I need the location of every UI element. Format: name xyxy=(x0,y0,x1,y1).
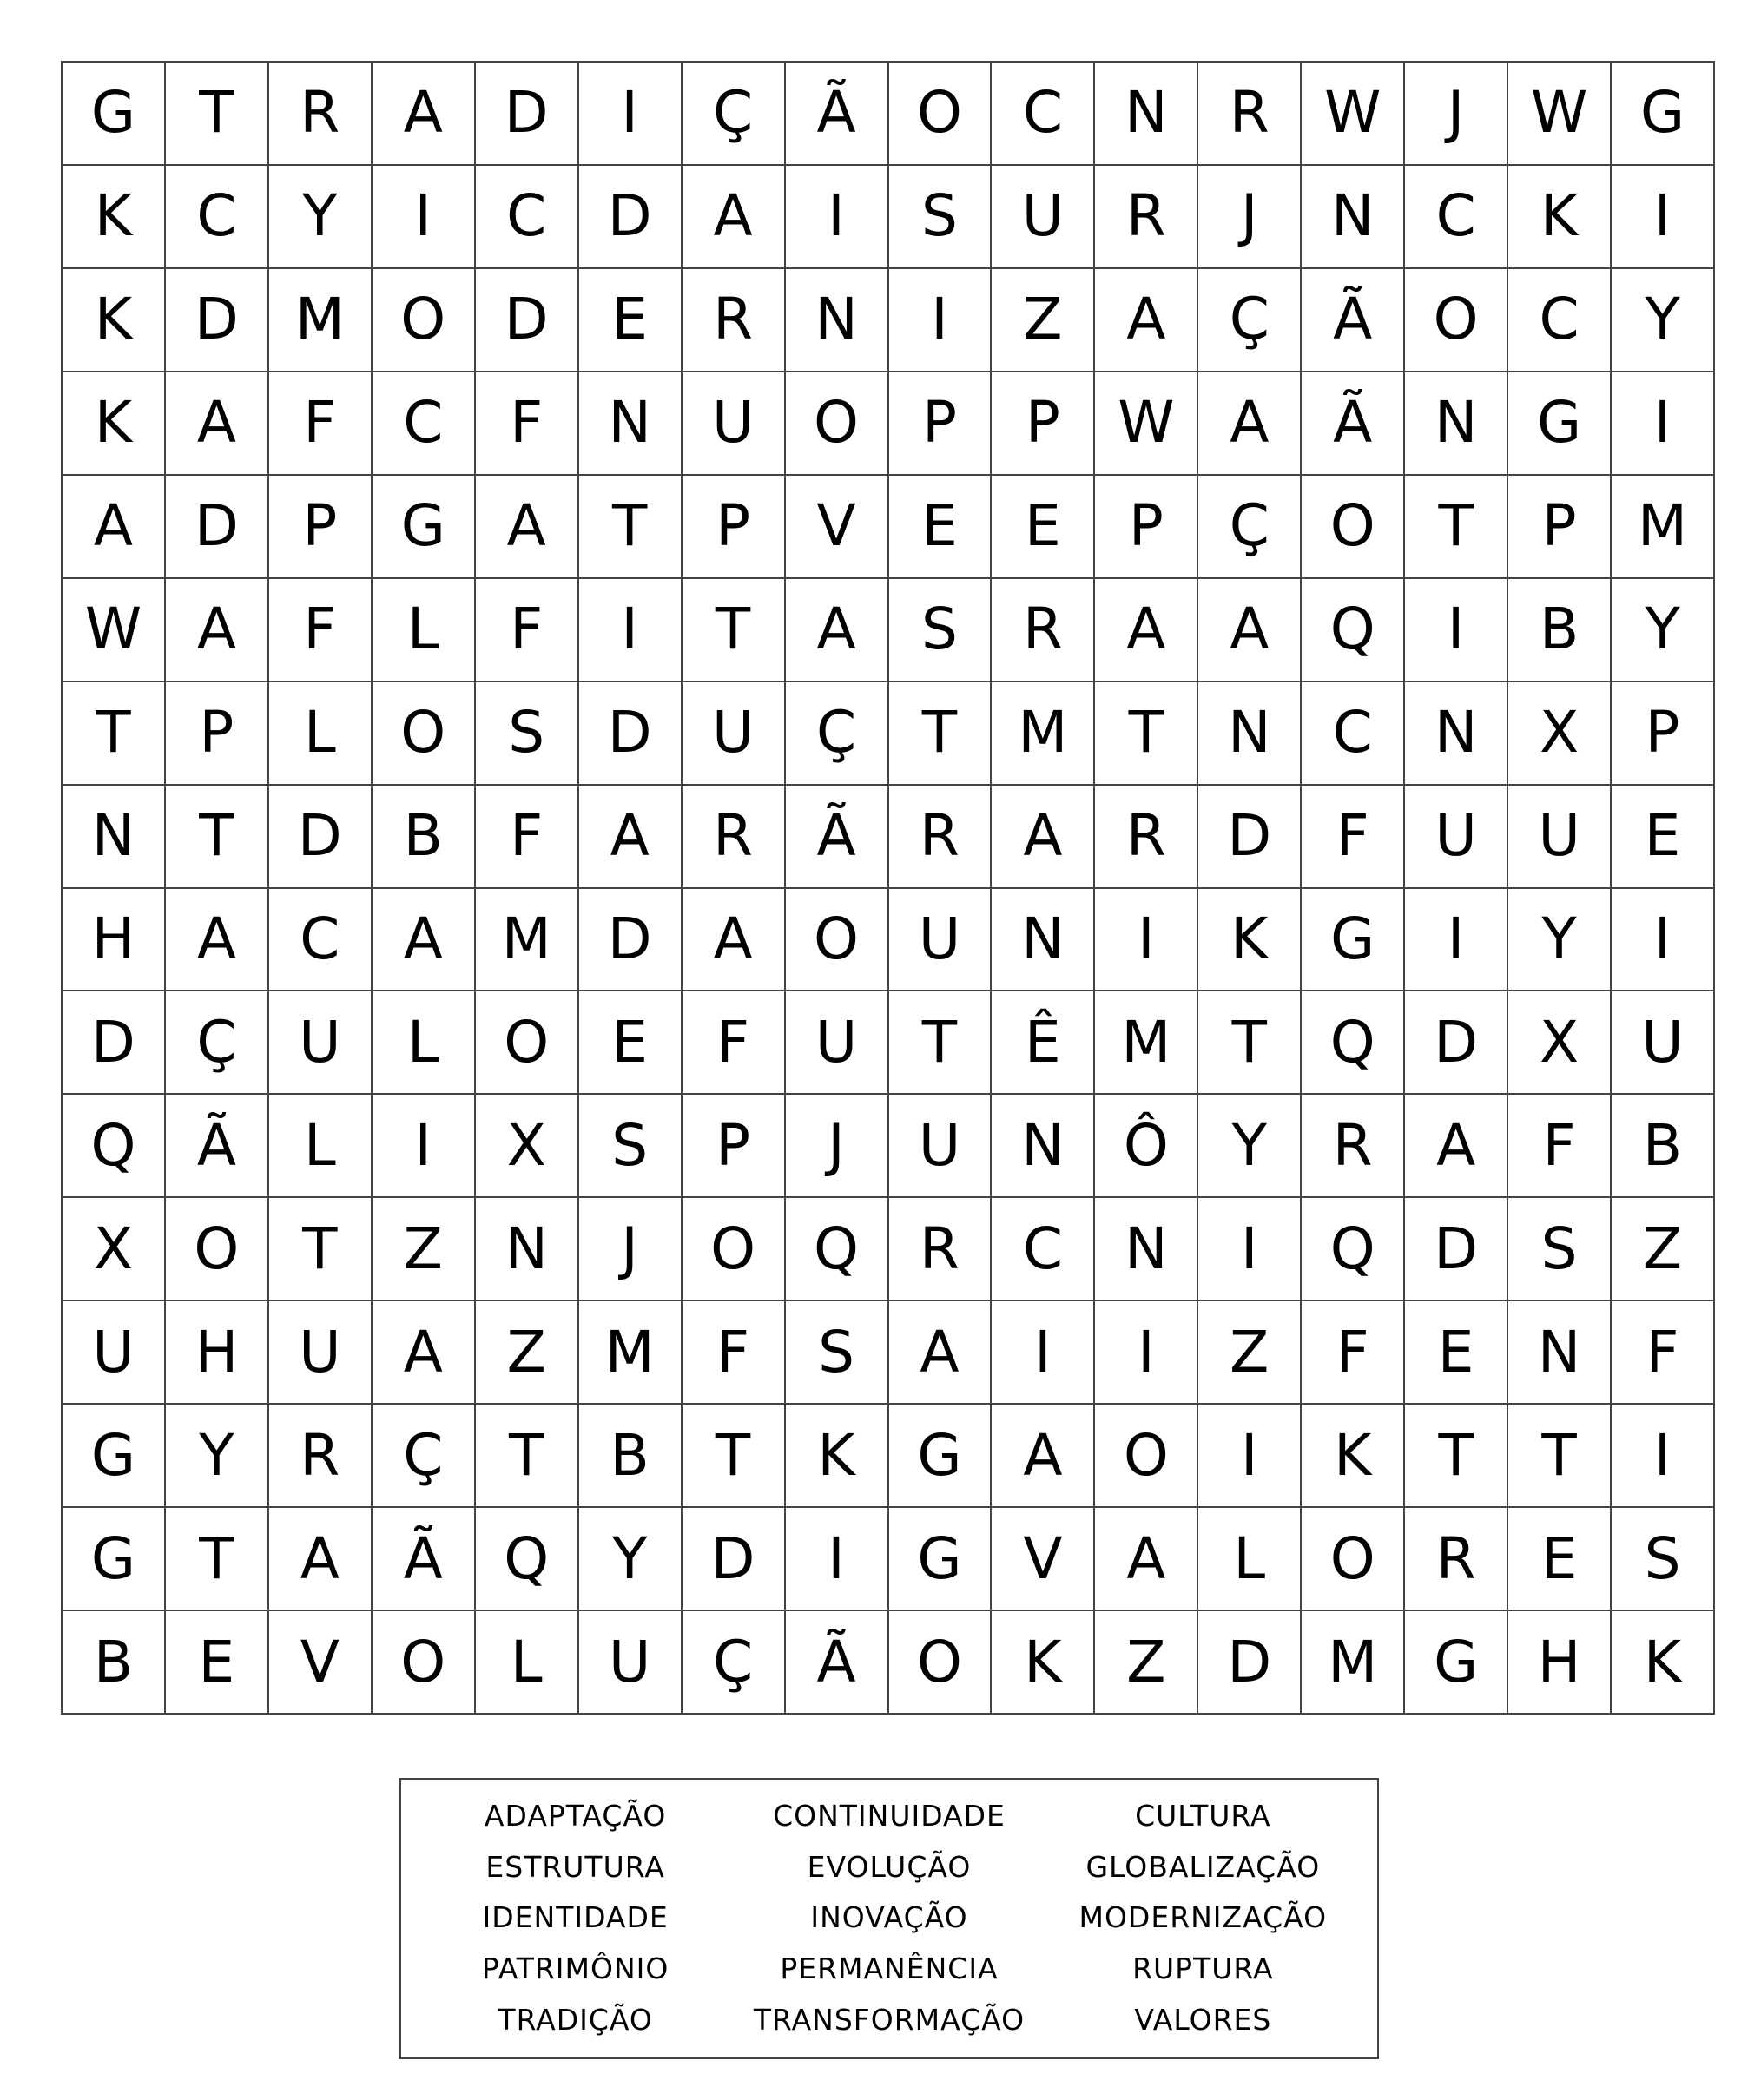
grid-cell[interactable]: A xyxy=(1198,579,1302,682)
grid-cell[interactable]: G xyxy=(63,1508,166,1611)
grid-cell[interactable]: I xyxy=(1405,889,1508,992)
grid-cell[interactable]: S xyxy=(889,166,993,269)
grid-cell[interactable]: G xyxy=(889,1508,993,1611)
grid-cell[interactable]: U xyxy=(992,166,1095,269)
grid-cell[interactable]: N xyxy=(1198,682,1302,786)
grid-cell[interactable]: F xyxy=(1302,786,1405,889)
word-list-item: CULTURA xyxy=(1135,1798,1271,1833)
grid-cell[interactable]: R xyxy=(1095,166,1198,269)
grid-cell[interactable]: Z xyxy=(1095,1611,1198,1715)
grid-cell[interactable]: V xyxy=(992,1508,1095,1611)
grid-cell[interactable]: N xyxy=(1095,63,1198,166)
grid-cell[interactable]: H xyxy=(1508,1611,1612,1715)
grid-cell[interactable]: T xyxy=(1405,1405,1508,1508)
grid-cell[interactable]: N xyxy=(992,889,1095,992)
grid-cell[interactable]: A xyxy=(166,579,269,682)
grid-cell[interactable]: Q xyxy=(1302,991,1405,1095)
grid-cell[interactable]: I xyxy=(1612,1405,1715,1508)
word-list-item: PATRIMÔNIO xyxy=(481,1952,669,1986)
grid-cell[interactable]: E xyxy=(992,476,1095,579)
grid-cell[interactable]: Ê xyxy=(992,991,1095,1095)
grid-cell[interactable]: C xyxy=(1508,269,1612,372)
word-list-item: INOVAÇÃO xyxy=(810,1900,968,1935)
grid-cell[interactable]: Q xyxy=(63,1095,166,1198)
grid-cell[interactable]: U xyxy=(786,991,889,1095)
grid-cell[interactable]: D xyxy=(683,1508,786,1611)
grid-cell[interactable]: O xyxy=(476,991,579,1095)
grid-cell[interactable]: U xyxy=(889,889,993,992)
grid-cell[interactable]: W xyxy=(1095,372,1198,476)
word-list-item: MODERNIZAÇÃO xyxy=(1078,1900,1328,1935)
grid-cell[interactable]: Ç xyxy=(683,63,786,166)
grid-cell[interactable]: D xyxy=(269,786,373,889)
grid-cell[interactable]: Y xyxy=(1198,1095,1302,1198)
grid-cell[interactable]: F xyxy=(269,372,373,476)
grid-cell[interactable]: Ã xyxy=(1302,269,1405,372)
grid-cell[interactable]: Ã xyxy=(373,1508,476,1611)
grid-cell[interactable]: Y xyxy=(269,166,373,269)
grid-cell[interactable]: A xyxy=(889,1301,993,1405)
grid-cell[interactable]: C xyxy=(269,889,373,992)
grid-cell[interactable]: Ç xyxy=(786,682,889,786)
grid-cell[interactable]: T xyxy=(579,476,683,579)
word-list-item: PERMANÊNCIA xyxy=(780,1952,999,1986)
grid-cell[interactable]: F xyxy=(476,579,579,682)
grid-cell[interactable]: T xyxy=(166,1508,269,1611)
grid-cell[interactable]: Q xyxy=(1302,579,1405,682)
grid-cell[interactable]: F xyxy=(476,786,579,889)
grid-cell[interactable]: S xyxy=(786,1301,889,1405)
grid-cell[interactable]: G xyxy=(1302,889,1405,992)
grid-cell[interactable]: S xyxy=(889,579,993,682)
grid-cell[interactable]: Z xyxy=(373,1198,476,1301)
grid-cell[interactable]: I xyxy=(579,63,683,166)
grid-cell[interactable]: I xyxy=(579,579,683,682)
grid-cell[interactable]: A xyxy=(1198,372,1302,476)
grid-cell[interactable]: K xyxy=(992,1611,1095,1715)
grid-cell[interactable]: G xyxy=(889,1405,993,1508)
grid-cell[interactable]: H xyxy=(63,889,166,992)
grid-cell[interactable]: Z xyxy=(1612,1198,1715,1301)
grid-cell[interactable]: X xyxy=(1508,991,1612,1095)
grid-cell[interactable]: Z xyxy=(1198,1301,1302,1405)
grid-cell[interactable]: B xyxy=(579,1405,683,1508)
grid-cell[interactable]: X xyxy=(1508,682,1612,786)
grid-cell[interactable]: R xyxy=(992,579,1095,682)
grid-cell[interactable]: O xyxy=(683,1198,786,1301)
grid-cell[interactable]: F xyxy=(269,579,373,682)
grid-cell[interactable]: T xyxy=(1198,991,1302,1095)
grid-cell[interactable]: O xyxy=(373,682,476,786)
grid-cell[interactable]: E xyxy=(889,476,993,579)
grid-cell[interactable]: V xyxy=(269,1611,373,1715)
grid-cell[interactable]: T xyxy=(1405,476,1508,579)
grid-cell[interactable]: I xyxy=(786,166,889,269)
grid-cell[interactable]: G xyxy=(373,476,476,579)
grid-cell[interactable]: D xyxy=(476,269,579,372)
grid-cell[interactable]: F xyxy=(476,372,579,476)
grid-cell[interactable]: K xyxy=(63,166,166,269)
grid-cell[interactable]: R xyxy=(889,1198,993,1301)
word-list-item: TRADIÇÃO xyxy=(498,2003,653,2037)
grid-cell[interactable]: K xyxy=(63,372,166,476)
grid-cell[interactable]: R xyxy=(269,63,373,166)
grid-cell[interactable]: D xyxy=(1405,991,1508,1095)
grid-cell[interactable]: N xyxy=(992,1095,1095,1198)
grid-cell[interactable]: I xyxy=(992,1301,1095,1405)
grid-cell[interactable]: A xyxy=(166,889,269,992)
grid-cell[interactable]: I xyxy=(1405,579,1508,682)
grid-cell[interactable]: I xyxy=(1095,1301,1198,1405)
grid-cell[interactable]: Ç xyxy=(166,991,269,1095)
grid-cell[interactable]: N xyxy=(476,1198,579,1301)
grid-cell[interactable]: P xyxy=(889,372,993,476)
grid-cell[interactable]: G xyxy=(63,63,166,166)
grid-cell[interactable]: I xyxy=(1198,1198,1302,1301)
grid-cell[interactable]: R xyxy=(1302,1095,1405,1198)
grid-cell[interactable]: A xyxy=(373,889,476,992)
grid-cell[interactable]: W xyxy=(63,579,166,682)
grid-cell[interactable]: W xyxy=(1302,63,1405,166)
grid-cell[interactable]: I xyxy=(1612,372,1715,476)
grid-cell[interactable]: A xyxy=(1095,579,1198,682)
word-list-item: CONTINUIDADE xyxy=(773,1798,1006,1833)
grid-cell[interactable]: Y xyxy=(1508,889,1612,992)
grid-cell[interactable]: Q xyxy=(476,1508,579,1611)
grid-cell[interactable]: O xyxy=(1302,476,1405,579)
grid-cell[interactable]: R xyxy=(683,269,786,372)
grid-cell[interactable]: N xyxy=(1508,1301,1612,1405)
grid-cell[interactable]: Y xyxy=(579,1508,683,1611)
grid-cell[interactable]: P xyxy=(683,1095,786,1198)
grid-cell[interactable]: X xyxy=(63,1198,166,1301)
grid-cell[interactable]: P xyxy=(1612,682,1715,786)
grid-cell[interactable]: D xyxy=(579,889,683,992)
grid-cell[interactable]: S xyxy=(1612,1508,1715,1611)
grid-cell[interactable]: Ã xyxy=(786,63,889,166)
grid-cell[interactable]: T xyxy=(1095,682,1198,786)
grid-cell[interactable]: C xyxy=(476,166,579,269)
grid-cell[interactable]: J xyxy=(786,1095,889,1198)
grid-cell[interactable]: N xyxy=(786,269,889,372)
grid-cell[interactable]: L xyxy=(1198,1508,1302,1611)
grid-cell[interactable]: Q xyxy=(1302,1198,1405,1301)
grid-cell[interactable]: D xyxy=(166,476,269,579)
word-list-item: VALORES xyxy=(1134,2003,1272,2037)
grid-cell[interactable]: I xyxy=(1612,166,1715,269)
grid-cell[interactable]: A xyxy=(1405,1095,1508,1198)
grid-cell[interactable]: N xyxy=(1405,372,1508,476)
grid-cell[interactable]: Ã xyxy=(786,1611,889,1715)
grid-cell[interactable]: S xyxy=(579,1095,683,1198)
grid-cell[interactable]: T xyxy=(889,682,993,786)
grid-cell[interactable]: R xyxy=(1095,786,1198,889)
grid-cell[interactable]: R xyxy=(1198,63,1302,166)
grid-cell[interactable]: T xyxy=(889,991,993,1095)
grid-cell[interactable]: E xyxy=(1508,1508,1612,1611)
grid-cell[interactable]: F xyxy=(683,991,786,1095)
grid-cell[interactable]: P xyxy=(1508,476,1612,579)
grid-cell[interactable]: G xyxy=(1612,63,1715,166)
grid-cell[interactable]: M xyxy=(1095,991,1198,1095)
grid-cell[interactable]: D xyxy=(166,269,269,372)
grid-cell[interactable]: Ã xyxy=(786,786,889,889)
grid-cell[interactable]: V xyxy=(786,476,889,579)
grid-cell[interactable]: K xyxy=(63,269,166,372)
grid-cell[interactable]: F xyxy=(683,1301,786,1405)
word-list-item: EVOLUÇÃO xyxy=(807,1849,972,1884)
grid-cell[interactable]: U xyxy=(889,1095,993,1198)
grid-cell[interactable]: U xyxy=(269,991,373,1095)
grid-cell[interactable]: Ã xyxy=(166,1095,269,1198)
grid-cell[interactable]: C xyxy=(1302,682,1405,786)
grid-cell[interactable]: G xyxy=(63,1405,166,1508)
grid-cell[interactable]: O xyxy=(889,1611,993,1715)
grid-cell[interactable]: N xyxy=(1302,166,1405,269)
grid-cell[interactable]: P xyxy=(992,372,1095,476)
grid-cell[interactable]: L xyxy=(269,682,373,786)
grid-cell[interactable]: A xyxy=(579,786,683,889)
grid-cell[interactable]: I xyxy=(786,1508,889,1611)
grid-cell[interactable]: U xyxy=(1405,786,1508,889)
grid-cell[interactable]: A xyxy=(1095,1508,1198,1611)
grid-cell[interactable]: A xyxy=(992,786,1095,889)
grid-cell[interactable]: R xyxy=(683,786,786,889)
grid-cell[interactable]: A xyxy=(166,372,269,476)
grid-cell[interactable]: H xyxy=(166,1301,269,1405)
grid-cell[interactable]: Ã xyxy=(1302,372,1405,476)
grid-cell[interactable]: I xyxy=(1198,1405,1302,1508)
grid-cell[interactable]: K xyxy=(1612,1611,1715,1715)
grid-cell[interactable]: O xyxy=(1302,1508,1405,1611)
grid-cell[interactable]: N xyxy=(63,786,166,889)
grid-cell[interactable]: D xyxy=(1405,1198,1508,1301)
grid-cell[interactable]: Y xyxy=(1612,579,1715,682)
grid-cell[interactable]: K xyxy=(1198,889,1302,992)
grid-cell[interactable]: A xyxy=(992,1405,1095,1508)
word-list-item: ADAPTAÇÃO xyxy=(484,1798,667,1833)
grid-cell[interactable]: A xyxy=(683,889,786,992)
word-list-item: ESTRUTURA xyxy=(485,1849,665,1884)
grid-cell[interactable]: E xyxy=(166,1611,269,1715)
grid-cell[interactable]: A xyxy=(1095,269,1198,372)
grid-cell[interactable]: T xyxy=(63,682,166,786)
grid-cell[interactable]: Ç xyxy=(373,1405,476,1508)
grid-cell[interactable]: B xyxy=(1508,579,1612,682)
grid-cell[interactable]: K xyxy=(1302,1405,1405,1508)
grid-cell[interactable]: A xyxy=(476,476,579,579)
grid-cell[interactable]: D xyxy=(579,682,683,786)
grid-cell[interactable]: O xyxy=(373,269,476,372)
grid-cell[interactable]: L xyxy=(373,991,476,1095)
grid-cell[interactable]: O xyxy=(166,1198,269,1301)
grid-cell[interactable]: R xyxy=(1405,1508,1508,1611)
grid-cell[interactable]: O xyxy=(786,372,889,476)
word-list-item: IDENTIDADE xyxy=(482,1900,669,1935)
grid-cell[interactable]: R xyxy=(889,786,993,889)
grid-cell[interactable]: O xyxy=(1095,1405,1198,1508)
grid-cell[interactable]: C xyxy=(1405,166,1508,269)
word-list-item: GLOBALIZAÇÃO xyxy=(1085,1849,1321,1884)
grid-cell[interactable]: B xyxy=(1612,1095,1715,1198)
grid-cell[interactable]: Y xyxy=(1612,269,1715,372)
grid-cell[interactable]: A xyxy=(373,63,476,166)
grid-cell[interactable]: M xyxy=(579,1301,683,1405)
grid-cell[interactable]: M xyxy=(1612,476,1715,579)
grid-cell[interactable]: R xyxy=(269,1405,373,1508)
grid-cell[interactable]: S xyxy=(1508,1198,1612,1301)
grid-cell[interactable]: D xyxy=(63,991,166,1095)
grid-cell[interactable]: G xyxy=(1508,372,1612,476)
word-list-item: TRANSFORMAÇÃO xyxy=(753,2003,1026,2037)
grid-cell[interactable]: A xyxy=(269,1508,373,1611)
grid-cell[interactable]: M xyxy=(476,889,579,992)
grid-cell[interactable]: E xyxy=(579,269,683,372)
grid-cell[interactable]: M xyxy=(269,269,373,372)
grid-cell[interactable]: T xyxy=(476,1405,579,1508)
grid-cell[interactable]: K xyxy=(1508,166,1612,269)
grid-cell[interactable]: N xyxy=(1095,1198,1198,1301)
word-search-grid xyxy=(61,61,1715,1715)
grid-cell[interactable]: E xyxy=(1612,786,1715,889)
grid-cell[interactable]: Q xyxy=(786,1198,889,1301)
grid-cell[interactable]: U xyxy=(1612,991,1715,1095)
grid-cell[interactable]: J xyxy=(579,1198,683,1301)
grid-cell[interactable]: A xyxy=(786,579,889,682)
grid-cell[interactable]: F xyxy=(1302,1301,1405,1405)
grid-cell[interactable]: O xyxy=(373,1611,476,1715)
grid-cell[interactable]: T xyxy=(269,1198,373,1301)
grid-cell[interactable]: F xyxy=(1508,1095,1612,1198)
grid-cell[interactable]: W xyxy=(1508,63,1612,166)
grid-cell[interactable]: I xyxy=(1095,889,1198,992)
grid-cell[interactable]: C xyxy=(992,1198,1095,1301)
grid-cell[interactable]: J xyxy=(1405,63,1508,166)
grid-cell[interactable]: F xyxy=(1612,1301,1715,1405)
grid-cell[interactable]: C xyxy=(992,63,1095,166)
grid-cell[interactable]: A xyxy=(63,476,166,579)
grid-cell[interactable]: Ç xyxy=(1198,269,1302,372)
grid-cell[interactable]: M xyxy=(1302,1611,1405,1715)
grid-cell[interactable]: O xyxy=(1405,269,1508,372)
grid-cell[interactable]: Ç xyxy=(683,1611,786,1715)
grid-cell[interactable]: I xyxy=(373,166,476,269)
grid-cell[interactable]: U xyxy=(579,1611,683,1715)
grid-cell[interactable]: L xyxy=(476,1611,579,1715)
grid-cell[interactable]: L xyxy=(373,579,476,682)
grid-cell[interactable]: O xyxy=(786,889,889,992)
grid-cell[interactable]: P xyxy=(1095,476,1198,579)
grid-cell[interactable]: O xyxy=(889,63,993,166)
grid-cell[interactable]: P xyxy=(166,682,269,786)
grid-cell[interactable]: T xyxy=(683,579,786,682)
grid-cell[interactable]: A xyxy=(683,166,786,269)
grid-cell[interactable]: D xyxy=(476,63,579,166)
grid-cell[interactable]: M xyxy=(992,682,1095,786)
grid-cell[interactable]: C xyxy=(166,166,269,269)
grid-cell[interactable]: I xyxy=(373,1095,476,1198)
grid-cell[interactable]: Ç xyxy=(1198,476,1302,579)
grid-cell[interactable]: I xyxy=(889,269,993,372)
grid-cell[interactable]: U xyxy=(683,682,786,786)
grid-cell[interactable]: C xyxy=(373,372,476,476)
grid-cell[interactable]: N xyxy=(579,372,683,476)
grid-cell[interactable]: U xyxy=(63,1301,166,1405)
grid-cell[interactable]: E xyxy=(1405,1301,1508,1405)
grid-cell[interactable]: K xyxy=(786,1405,889,1508)
grid-cell[interactable]: T xyxy=(166,786,269,889)
grid-cell[interactable]: N xyxy=(1405,682,1508,786)
grid-cell[interactable]: T xyxy=(166,63,269,166)
grid-cell[interactable]: Y xyxy=(166,1405,269,1508)
grid-cell[interactable]: L xyxy=(269,1095,373,1198)
grid-cell[interactable]: D xyxy=(1198,786,1302,889)
grid-cell[interactable]: J xyxy=(1198,166,1302,269)
grid-cell[interactable]: Z xyxy=(992,269,1095,372)
word-list-box xyxy=(399,1778,1379,2059)
grid-cell[interactable]: D xyxy=(579,166,683,269)
grid-cell[interactable]: P xyxy=(269,476,373,579)
grid-cell[interactable]: U xyxy=(683,372,786,476)
grid-cell[interactable]: P xyxy=(683,476,786,579)
grid-cell[interactable]: B xyxy=(63,1611,166,1715)
grid-cell[interactable]: T xyxy=(1508,1405,1612,1508)
grid-cell[interactable]: G xyxy=(1405,1611,1508,1715)
grid-cell[interactable]: U xyxy=(1508,786,1612,889)
grid-cell[interactable]: U xyxy=(269,1301,373,1405)
grid-cell[interactable]: B xyxy=(373,786,476,889)
grid-cell[interactable]: D xyxy=(1198,1611,1302,1715)
grid-cell[interactable]: Z xyxy=(476,1301,579,1405)
grid-cell[interactable]: I xyxy=(1612,889,1715,992)
grid-cell[interactable]: Ô xyxy=(1095,1095,1198,1198)
grid-cell[interactable]: S xyxy=(476,682,579,786)
grid-cell[interactable]: E xyxy=(579,991,683,1095)
grid-cell[interactable]: T xyxy=(683,1405,786,1508)
word-list-item: RUPTURA xyxy=(1132,1952,1274,1986)
grid-cell[interactable]: A xyxy=(373,1301,476,1405)
grid-cell[interactable]: X xyxy=(476,1095,579,1198)
